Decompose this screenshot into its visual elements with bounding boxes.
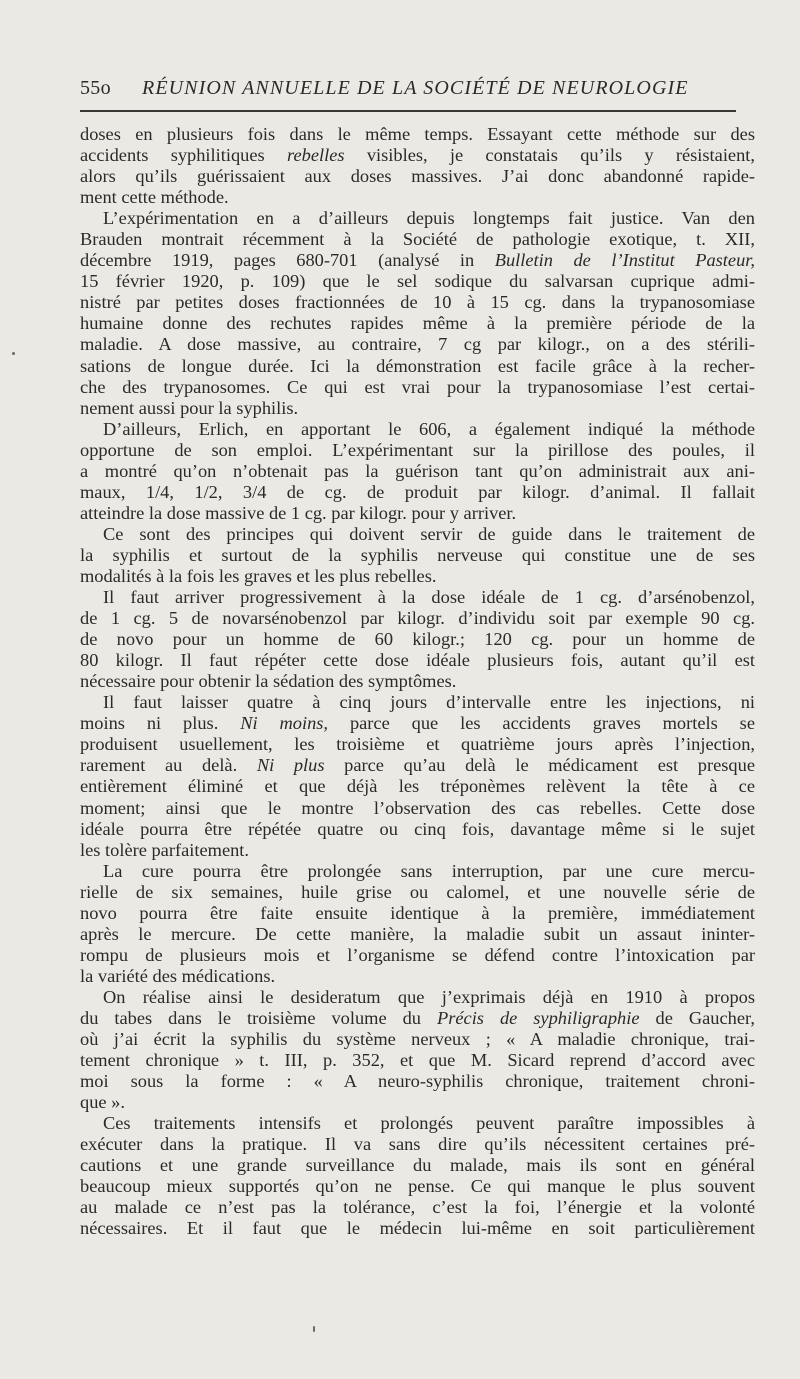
text-line: moment; ainsi que le montre l’observation des cas rebelles. Cette dose xyxy=(80,797,755,818)
text-line: On réalise ainsi le desideratum que j’exprimais déjà en 1910 à propos xyxy=(103,986,755,1007)
text-line: La cure pourra être prolongée sans interruption, par une cure mercu- xyxy=(103,860,755,881)
page-header xyxy=(80,77,736,103)
text-line: moi sous la forme : « A neuro-syphilis chronique, traitement chroni- xyxy=(80,1071,755,1092)
text-line: nement aussi pour la syphilis. xyxy=(80,397,299,418)
citation-title: Bulletin de l’Institut Pasteur, xyxy=(494,250,755,271)
text-line: nécessaires. Et il faut que le médecin lui-même en soit particulièrement xyxy=(80,1218,755,1239)
text-line: humaine donne des rechutes rapides même à la première période de la xyxy=(80,313,755,334)
text-line: beaucoup mieux supportés qu’on ne pense. Ce qui manque le plus souvent xyxy=(80,1176,755,1197)
text-line: Ces traitements intensifs et prolongés peuvent paraître impossibles à xyxy=(103,1113,755,1134)
text-line: 80 kilogr. Il faut répéter cette dose idéale plusieurs fois, autant qu’il est xyxy=(80,650,755,671)
text-line: au malade ce n’est pas la tolérance, c’est la foi, l’énergie et la volonté xyxy=(80,1197,755,1218)
body-text xyxy=(80,124,755,1239)
text-line: moins ni plus. Ni moins, parce que les accidents graves mortels se xyxy=(80,713,755,734)
text-line: L’expérimentation en a d’ailleurs depuis longtemps fait justice. Van den xyxy=(103,208,755,229)
book-title: Précis de syphiligraphie xyxy=(436,1007,640,1028)
text-line: opportune de son emploi. L’expérimentant sur la pirillose des poules, il xyxy=(80,439,755,460)
text-line: ment cette méthode. xyxy=(80,187,229,208)
bottom-speck xyxy=(313,1326,315,1332)
text-line: Brauden montrait récemment à la Société de pathologie exotique, t. XII, xyxy=(80,229,755,250)
page-number: 55o xyxy=(80,77,111,99)
text-line: la syphilis et surtout de la syphilis nerveuse qui constitue une de ses xyxy=(80,544,755,565)
text-line: rielle de six semaines, huile grise ou calomel, et une nouvelle série de xyxy=(80,881,755,902)
text-line: après le mercure. De cette manière, la maladie subit un assaut ininter- xyxy=(80,923,755,944)
text-line: du tabes dans le troisième volume du Précis de syphiligraphie de Gaucher, xyxy=(80,1007,755,1028)
text-line: alors qu’ils guérissaient aux doses massives. J’ai donc abandonné rapide- xyxy=(80,166,755,187)
text-line: nécessaire pour obtenir la sédation des symptômes. xyxy=(80,671,457,692)
text-line: produisent usuellement, les troisième et quatrième jours après l’injection, xyxy=(80,734,755,755)
emphasis: Ni moins, xyxy=(240,713,329,734)
emphasis: rebelles xyxy=(286,145,345,166)
text-line: a montré qu’on n’obtenait pas la guérison tant qu’on administrait aux ani- xyxy=(80,460,755,481)
text-line: che des trypanosomes. Ce qui est vrai pour la trypanosomiase l’est certai- xyxy=(80,376,755,397)
text-line: de 1 cg. 5 de novarsénobenzol par kilogr. d’individu soit par exemple 90 cg. xyxy=(80,608,755,629)
text-line: modalités à la fois les graves et les plus rebelles. xyxy=(80,565,437,586)
text-line: rarement au delà. Ni plus parce qu’au delà le médicament est presque xyxy=(80,755,755,776)
text-line: décembre 1919, pages 680-701 (analysé in Bulletin de l’Institut Pasteur, xyxy=(80,250,755,271)
text-line: Il faut laisser quatre à cinq jours d’intervalle entre les injections, ni xyxy=(103,692,755,713)
header-rule xyxy=(80,110,736,112)
text-line: accidents syphilitiques rebelles visibles, je constatais qu’ils y résistaient, xyxy=(80,145,755,166)
text-line: nistré par petites doses fractionnées de 10 à 15 cg. dans la trypanosomiase xyxy=(80,292,755,313)
text-line: maladie. A dose massive, au contraire, 7 cg par kilogr., on a des stérili- xyxy=(80,334,755,355)
text-line: sations de longue durée. Ici la démonstration est facile grâce à la recher- xyxy=(80,355,755,376)
text-line: Ce sont des principes qui doivent servir de guide dans le traitement de xyxy=(103,523,755,544)
text-line: que ». xyxy=(80,1092,125,1113)
text-line: les tolère parfaitement. xyxy=(80,839,250,860)
text-line: de novo pour un homme de 60 kilogr.; 120 cg. pour un homme de xyxy=(80,629,755,650)
emphasis: Ni plus xyxy=(256,755,325,776)
text-line: où j’ai écrit la syphilis du système nerveux ; « A maladie chronique, trai- xyxy=(80,1029,755,1050)
text-line: doses en plusieurs fois dans le même temps. Essayant cette méthode sur des xyxy=(80,124,755,144)
text-line: novo pourra être faite ensuite identique à la première, immédiatement xyxy=(80,902,755,923)
margin-speck xyxy=(12,352,15,355)
text-line: Il faut arriver progressivement à la dose idéale de 1 cg. d’arsénobenzol, xyxy=(103,587,755,608)
text-line: idéale pourra être répétée quatre ou cinq fois, davantage même si le sujet xyxy=(80,818,755,839)
text-line: entièrement éliminé et que déjà les tréponèmes relèvent la tête à ce xyxy=(80,776,755,797)
text-line: 15 février 1920, p. 109) que le sel sodique du salvarsan cuprique admi- xyxy=(80,271,755,292)
text-line: exécuter dans la pratique. Il va sans dire qu’ils nécessitent certaines pré- xyxy=(80,1134,755,1155)
running-title: RÉUNION ANNUELLE DE LA SOCIÉTÉ DE NEUROLOGIE xyxy=(142,77,689,99)
text-line: D’ailleurs, Erlich, en apportant le 606, a également indiqué la méthode xyxy=(103,418,755,439)
text-line: cautions et une grande surveillance du malade, mais ils sont en général xyxy=(80,1155,755,1176)
text-line: la variété des médications. xyxy=(80,965,276,986)
text-line: atteindre la dose massive de 1 cg. par kilogr. pour y arriver. xyxy=(80,502,517,523)
text-line: tement chronique » t. III, p. 352, et que M. Sicard reprend d’accord avec xyxy=(80,1050,755,1071)
text-line: maux, 1/4, 1/2, 3/4 de cg. de produit par kilogr. d’animal. Il fallait xyxy=(80,481,755,502)
text-line: rompu de plusieurs mois et l’organisme se défend contre l’intoxication par xyxy=(80,944,755,965)
